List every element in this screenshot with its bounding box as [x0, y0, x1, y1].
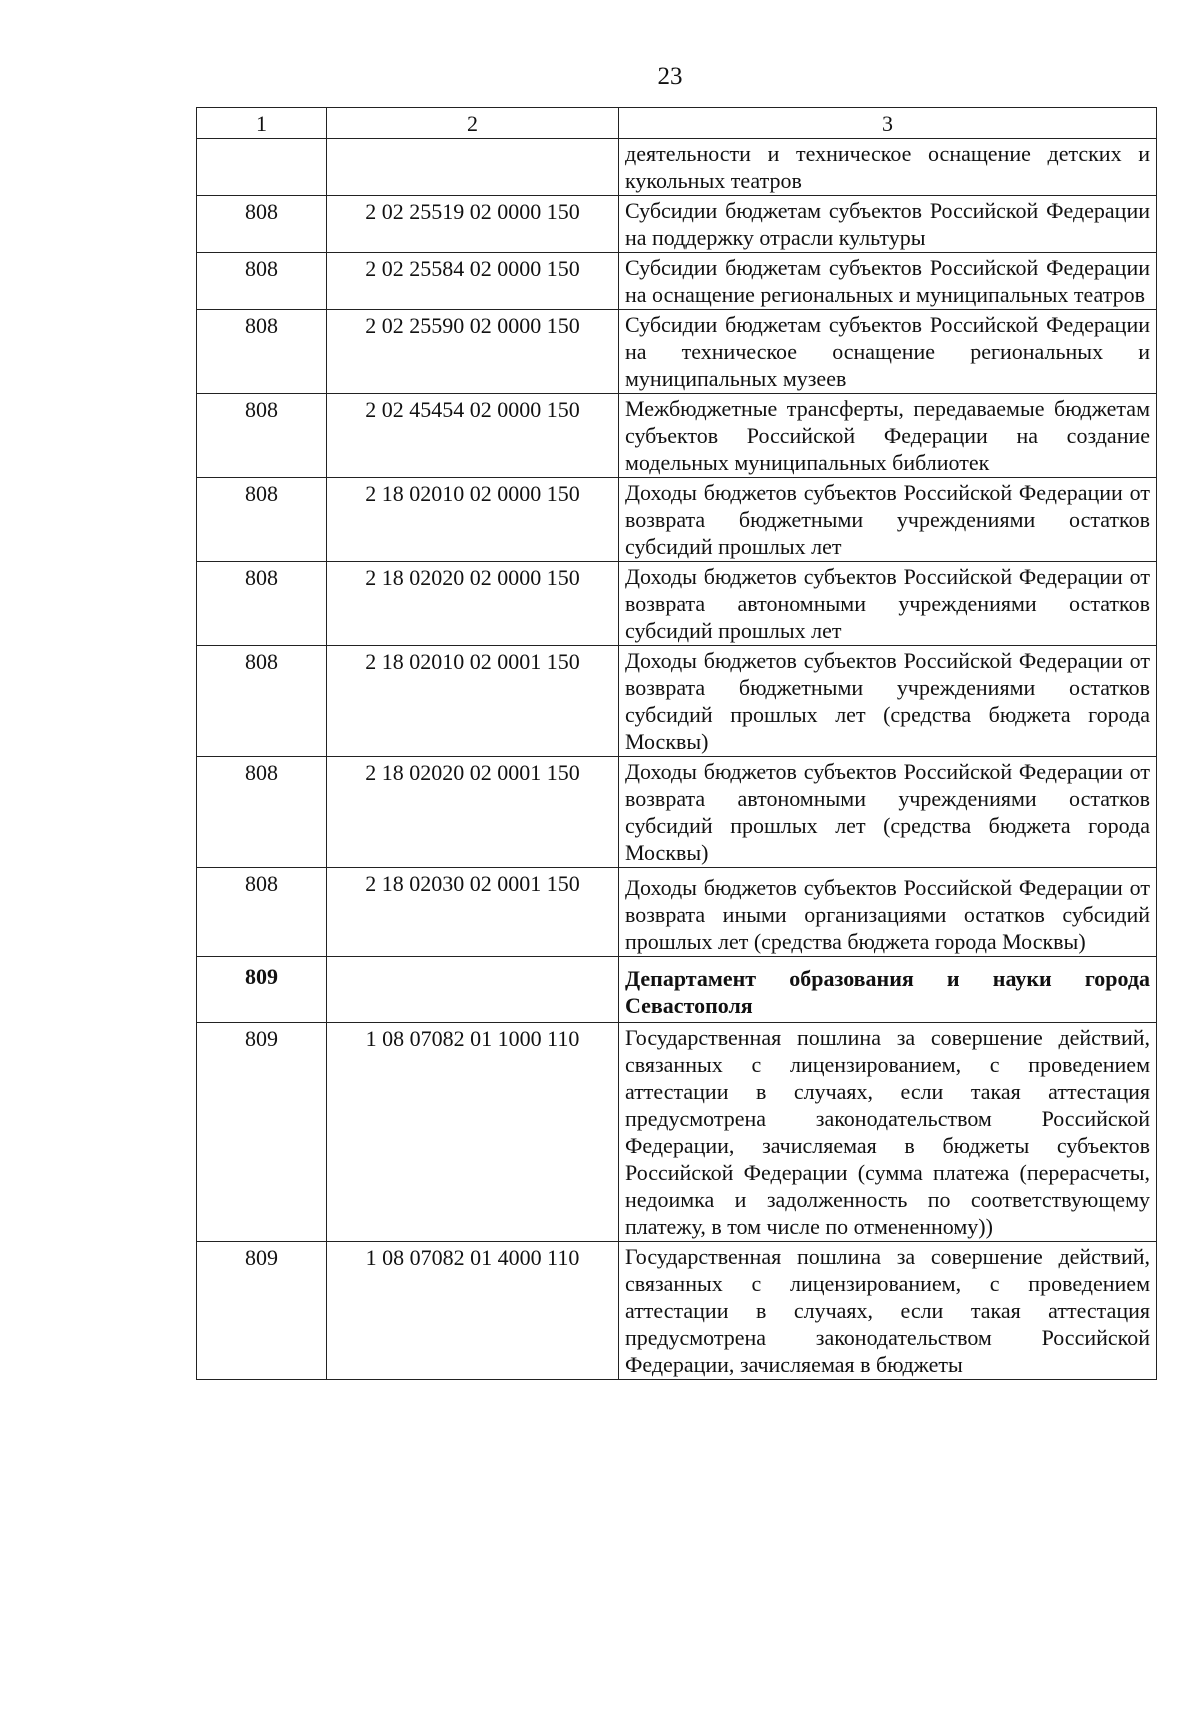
description-cell: Межбюджетные трансферты, передаваемые бюджетам субъектов Российской Федерации на создание модельных муниципальных библиотек: [619, 394, 1157, 478]
description-cell: Доходы бюджетов субъектов Российской Федерации от возврата автономными учреждениями остатков субсидий прошлых лет: [619, 562, 1157, 646]
budget-code-cell: 1 08 07082 01 1000 110: [327, 1023, 619, 1242]
budget-code-cell: 2 02 25590 02 0000 150: [327, 310, 619, 394]
admin-code-cell: 808: [197, 868, 327, 957]
admin-code-cell: 809: [197, 957, 327, 1023]
admin-code-cell: [197, 139, 327, 196]
description-cell: Субсидии бюджетам субъектов Российской Федерации на техническое оснащение региональных и муниципальных музеев: [619, 310, 1157, 394]
admin-code-cell: 808: [197, 394, 327, 478]
table-header-row: [197, 108, 1157, 139]
description-cell: деятельности и техническое оснащение детских и кукольных театров: [619, 139, 1157, 196]
budget-code-cell: [327, 139, 619, 196]
budget-code-cell: 2 02 25584 02 0000 150: [327, 253, 619, 310]
page-number: 23: [657, 63, 683, 90]
admin-code-cell: 808: [197, 562, 327, 646]
budget-code-cell: 2 18 02030 02 0001 150: [327, 868, 619, 957]
description-cell: Доходы бюджетов субъектов Российской Федерации от возврата иными организациями остатков субсидий прошлых лет (средства бюджета города Москвы): [619, 868, 1157, 957]
budget-code-cell: 2 02 45454 02 0000 150: [327, 394, 619, 478]
admin-code-cell: 808: [197, 757, 327, 868]
table-row: [197, 478, 1157, 562]
admin-code-cell: 808: [197, 253, 327, 310]
table-row: [197, 1242, 1157, 1380]
budget-code-cell: 2 18 02010 02 0001 150: [327, 646, 619, 757]
description-cell: Департамент образования и науки города Севастополя: [619, 957, 1157, 1023]
description-cell: Субсидии бюджетам субъектов Российской Федерации на оснащение региональных и муниципальных театров: [619, 253, 1157, 310]
description-cell: Государственная пошлина за совершение действий, связанных с лицензированием, с проведением аттестации в случаях, если такая аттестация предусмотрена законодательством Российской Федерации, зачисляемая в бюджеты: [619, 1242, 1157, 1380]
table-row: [197, 310, 1157, 394]
admin-code-cell: 808: [197, 478, 327, 562]
budget-classification-table: [196, 107, 1157, 1380]
budget-code-cell: 2 18 02020 02 0001 150: [327, 757, 619, 868]
description-cell: Доходы бюджетов субъектов Российской Федерации от возврата автономными учреждениями остатков субсидий прошлых лет (средства бюджета города Москвы): [619, 757, 1157, 868]
admin-code-cell: 809: [197, 1242, 327, 1380]
table-row: [197, 394, 1157, 478]
table-row: [197, 139, 1157, 196]
description-cell: Субсидии бюджетам субъектов Российской Федерации на поддержку отрасли культуры: [619, 196, 1157, 253]
description-cell: Доходы бюджетов субъектов Российской Федерации от возврата бюджетными учреждениями остатков субсидий прошлых лет: [619, 478, 1157, 562]
admin-code-cell: 808: [197, 196, 327, 253]
column-header-admin: 1: [197, 108, 327, 139]
table-row: [197, 957, 1157, 1023]
description-cell: Государственная пошлина за совершение действий, связанных с лицензированием, с проведением аттестации в случаях, если такая аттестация предусмотрена законодательством Российской Федерации, зачисляемая в бюджеты субъектов Российской Федерации (сумма платежа (перерасчеты, недоимка и задолженность по соответствующему платежу, в том числе по отмененному)): [619, 1023, 1157, 1242]
table-row: [197, 1023, 1157, 1242]
admin-code-cell: 809: [197, 1023, 327, 1242]
admin-code-cell: 808: [197, 310, 327, 394]
budget-code-cell: 2 18 02010 02 0000 150: [327, 478, 619, 562]
table-row: [197, 757, 1157, 868]
table-row: [197, 196, 1157, 253]
description-cell: Доходы бюджетов субъектов Российской Федерации от возврата бюджетными учреждениями остатков субсидий прошлых лет (средства бюджета города Москвы): [619, 646, 1157, 757]
admin-code-cell: 808: [197, 646, 327, 757]
table-row: [197, 646, 1157, 757]
budget-code-cell: [327, 957, 619, 1023]
column-header-code: 2: [327, 108, 619, 139]
table-row: [197, 868, 1157, 957]
column-header-description: 3: [619, 108, 1157, 139]
table-row: [197, 253, 1157, 310]
budget-code-cell: 1 08 07082 01 4000 110: [327, 1242, 619, 1380]
budget-code-cell: 2 02 25519 02 0000 150: [327, 196, 619, 253]
table-row: [197, 562, 1157, 646]
budget-code-cell: 2 18 02020 02 0000 150: [327, 562, 619, 646]
